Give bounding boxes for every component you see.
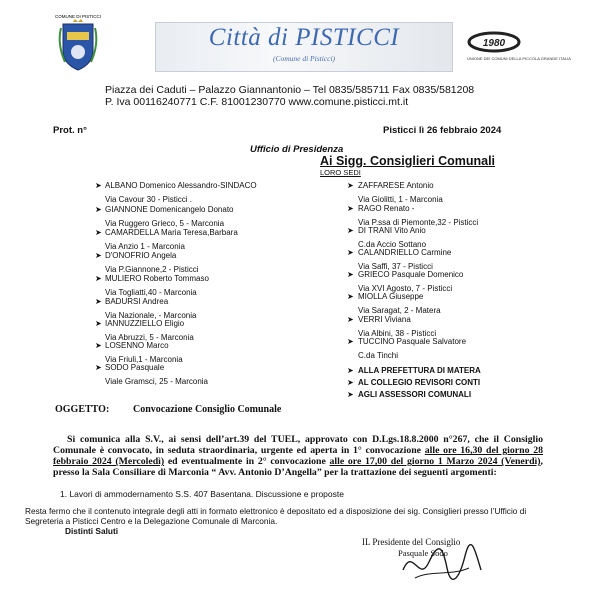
arrow-bullet-icon: ➤ bbox=[347, 248, 354, 257]
arrow-bullet-icon: ➤ bbox=[95, 341, 102, 350]
extra-recipient: AL COLLEGIO REVISORI CONTI bbox=[358, 378, 481, 387]
arrow-bullet-icon: ➤ bbox=[347, 226, 354, 235]
city-banner bbox=[155, 22, 453, 72]
arrow-bullet-icon: ➤ bbox=[347, 204, 354, 213]
recipient-item: GRIECO Pasquale Domenico Via XVI Agosto, 7 - Pisticci bbox=[358, 270, 464, 293]
arrow-bullet-icon: ➤ bbox=[95, 319, 102, 328]
recipient-item: SODO Pasquale Viale Gramsci, 25 - Marconia bbox=[105, 363, 208, 386]
recipient-item: VERRI Viviana Via Albini, 38 - Pisticci bbox=[358, 315, 437, 338]
city-crest-logo bbox=[55, 10, 101, 72]
recipient-item: ZAFFARESE Antonio Via Giolitti, 1 - Marconia bbox=[358, 181, 443, 204]
protocol-number: Prot. n° bbox=[53, 125, 87, 136]
recipient-subheading: LORO SEDI bbox=[320, 168, 361, 177]
recipient-item: CAMARDELLA Maria Teresa,Barbara Via Anzio 1 - Marconia bbox=[105, 228, 238, 251]
agenda-item: 1. Lavori di ammodernamento S.S. 407 Basentana. Discussione e proposte bbox=[60, 489, 344, 499]
place-date: Pisticci lì 26 febbraio 2024 bbox=[383, 125, 502, 136]
recipient-item: GIANNONE Domenicangelo Donato Via Ruggero Grieco, 5 - Marconia bbox=[105, 205, 234, 228]
arrow-bullet-icon: ➤ bbox=[347, 292, 354, 301]
recipient-item: MIOLLA Giuseppe Via Saragat, 2 - Matera bbox=[358, 292, 441, 315]
arrow-bullet-icon: ➤ bbox=[347, 315, 354, 324]
greeting: Distinti Saluti bbox=[65, 526, 119, 536]
first-convocation-time: alle ore 16,30 del giorno 28 febbraio 2024 (Mercoledì) bbox=[53, 445, 543, 468]
arrow-bullet-icon: ➤ bbox=[95, 297, 102, 306]
signature-title: IL Presidente del Consiglio bbox=[362, 537, 461, 547]
address-line-2: P. Iva 00116240771 C.F. 81001230770 www.comune.pisticci.mt.it bbox=[105, 96, 409, 108]
recipient-item: TUCCINO Pasquale Salvatore C.da Tinchi bbox=[358, 337, 467, 360]
arrow-bullet-icon: ➤ bbox=[347, 378, 354, 387]
arrow-bullet-icon: ➤ bbox=[95, 181, 102, 190]
recipient-item: CALANDRIELLO Carmine Via Saffi, 37 - Pisticci bbox=[358, 248, 452, 271]
recipient-item: MULIERO Roberto Tommaso Via Togliatti,40 - Marconia bbox=[105, 274, 209, 297]
recipient-item: BADURSI Andrea Via Nazionale, - Marconia bbox=[105, 297, 197, 320]
arrow-bullet-icon: ➤ bbox=[95, 363, 102, 372]
recipient-item: ALBANO Domenico Alessandro-SINDACO Via Cavour 30 - Pisticci . bbox=[105, 181, 257, 204]
recipient-item: IANNUZZIELLO Eligio Via Abruzzi, 5 - Marconia bbox=[105, 319, 194, 342]
arrow-bullet-icon: ➤ bbox=[347, 337, 354, 346]
handwritten-signature bbox=[395, 540, 485, 586]
recipient-item: RAGO Renato - Via P.ssa di Piemonte,32 - Pisticci bbox=[358, 204, 479, 227]
office-name: Ufficio di Presidenza bbox=[250, 144, 344, 155]
recipient-item: D'ONOFRIO Angela Via P.Giannone,2 - Pisticci bbox=[105, 251, 199, 274]
arrow-bullet-icon: ➤ bbox=[95, 251, 102, 260]
subject-label: OGGETTO: bbox=[55, 404, 110, 415]
recipient-heading: Ai Sigg. Consiglieri Comunali bbox=[320, 154, 496, 168]
extra-recipient: ALLA PREFETTURA DI MATERA bbox=[358, 366, 481, 375]
address-line-1: Piazza dei Caduti – Palazzo Giannantonio – Tel 0835/585711 Fax 0835/581208 bbox=[105, 84, 475, 96]
recipient-item: LOSENNO Marco Via Friuli,1 - Marconia bbox=[105, 341, 183, 364]
arrow-bullet-icon: ➤ bbox=[95, 274, 102, 283]
arrow-bullet-icon: ➤ bbox=[347, 181, 354, 190]
convocation-body: Si comunica alla S.V., ai sensi dell’art.39 del TUEL, approvato con D.Lgs.18.8.2000 n°267, che il Consiglio Comunale è convocato, in seduta straordinaria, urgente ed aperta in 1° convocazione alle ore 16,30 del giorno 28 febbraio 2024 (Mercoledì) ed eventualmente in 2° convocazione alle ore 17,00 del giorno 1 Marzo 2024 (Venerdì), presso la Sala Consiliare di Marconia “ Avv. Antonio D’Angella” per la trattazione dei seguenti argomenti: bbox=[53, 434, 543, 479]
extra-recipient: AGLI ASSESSORI COMUNALI bbox=[358, 390, 472, 399]
arrow-bullet-icon: ➤ bbox=[347, 366, 354, 375]
right-logo-label: UNIONE DEI COMUNI DELLA PICCOLA GRANDE ITALIA bbox=[467, 56, 571, 61]
closing-paragraph: Resta fermo che il contenuto integrale degli atti in formato elettronico è depositato ed a disposizione dei sig. Consiglieri presso l’Ufficio di Segreteria a Pisticci Centro e la Delegazione Comunale di Marconia. bbox=[25, 506, 527, 526]
second-convocation-time: alle ore 17,00 del giorno 1 Marzo 2024 (Venerdì) bbox=[329, 456, 541, 468]
arrow-bullet-icon: ➤ bbox=[95, 205, 102, 214]
subject-text: Convocazione Consiglio Comunale bbox=[133, 404, 282, 415]
signature-name: Pasquale Sodo bbox=[398, 548, 448, 558]
arrow-bullet-icon: ➤ bbox=[95, 228, 102, 237]
arrow-bullet-icon: ➤ bbox=[347, 390, 354, 399]
city-title: Città di PISTICCI bbox=[208, 24, 400, 51]
piccola-grande-italia-logo bbox=[465, 30, 571, 72]
svg-text:1980: 1980 bbox=[482, 38, 506, 49]
recipient-item: DI TRANI Vito Anio C.da Accio Sottano bbox=[358, 226, 427, 249]
arrow-bullet-icon: ➤ bbox=[347, 270, 354, 279]
crest-label: COMUNE DI PISTICCI bbox=[54, 14, 102, 19]
city-subtitle: (Comune di Pisticci) bbox=[272, 54, 336, 63]
